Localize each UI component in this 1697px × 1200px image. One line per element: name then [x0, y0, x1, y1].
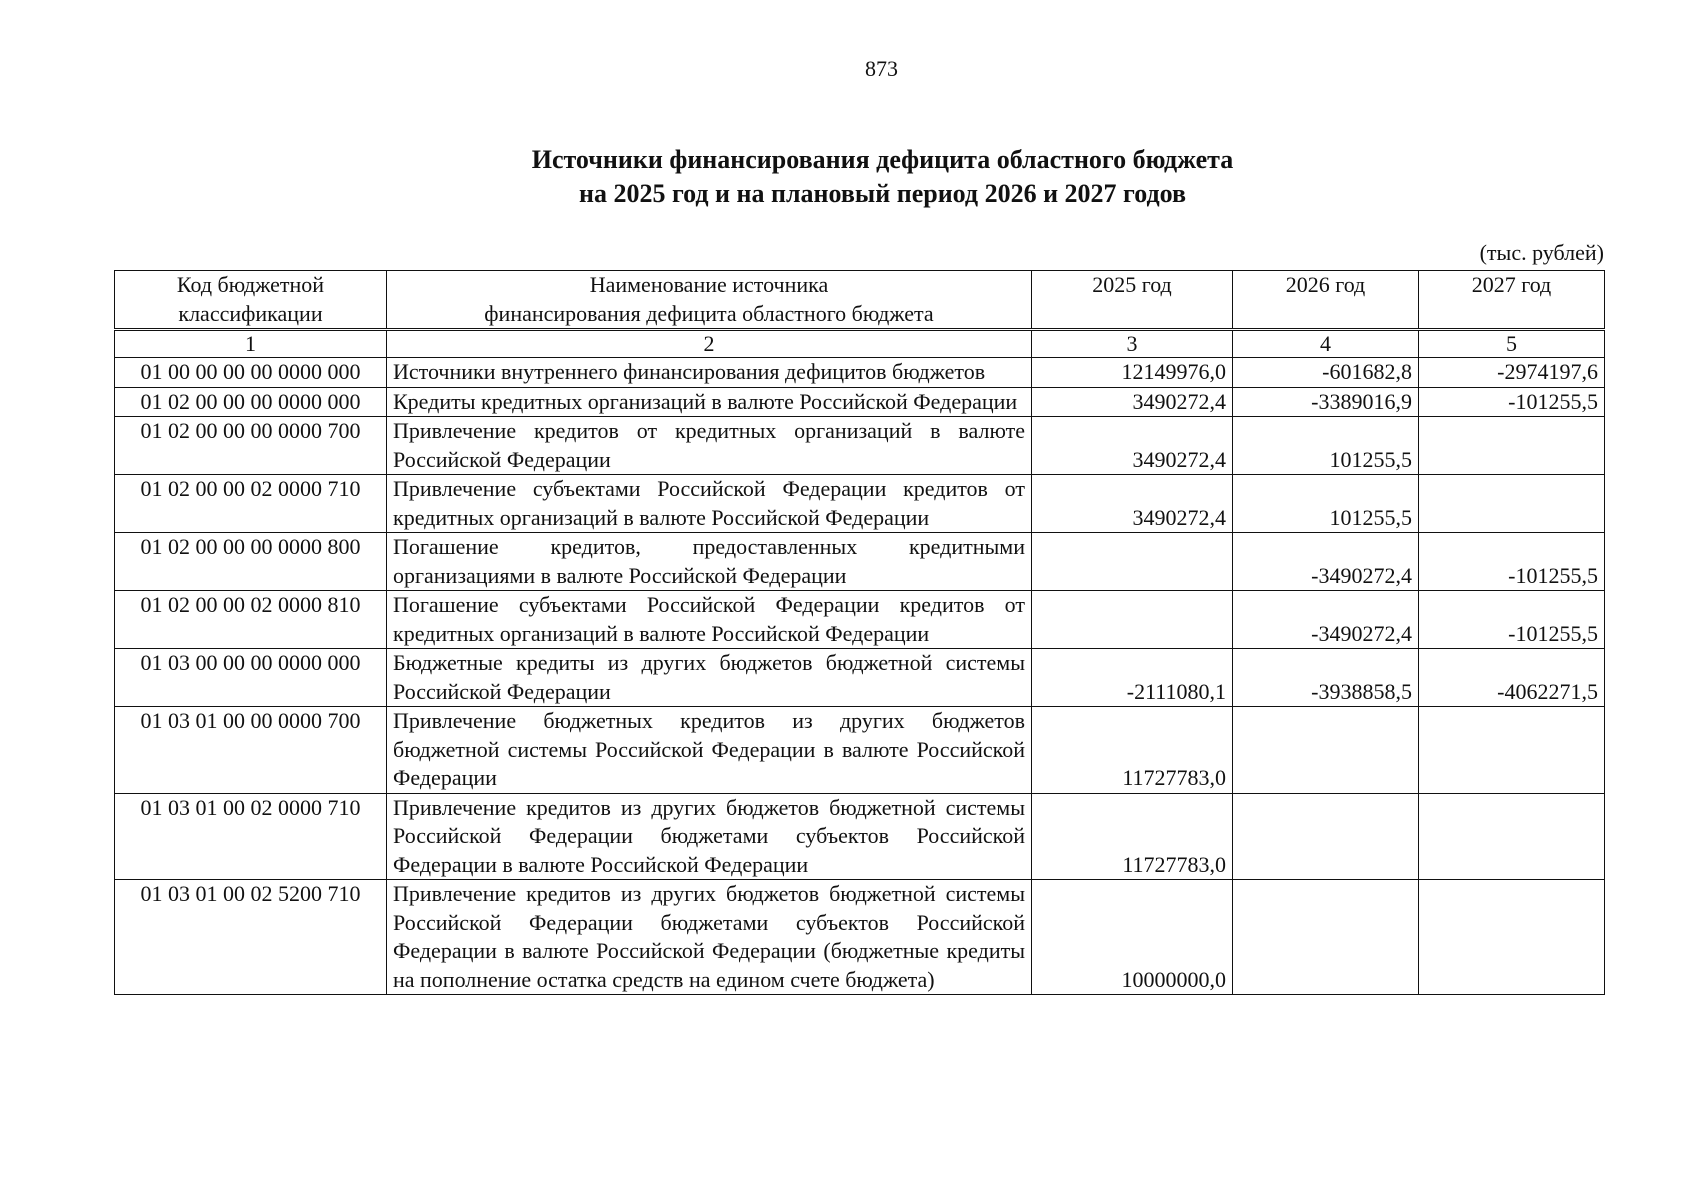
table-row [115, 591, 1605, 649]
value-2026-cell: -601682,8 [1233, 358, 1419, 388]
value-2025-cell: 11727783,0 [1032, 793, 1233, 880]
title-line-2: на 2025 год и на плановый период 2026 и 2027 годов [578, 179, 1187, 208]
header-code-line-2: классификации [178, 300, 323, 326]
value-2026-cell: -3938858,5 [1233, 649, 1419, 707]
header-2026: 2026 год [1233, 271, 1419, 330]
value-2027-cell [1419, 880, 1605, 995]
name-cell: Привлечение кредитов из других бюджетов бюджетной системы Российской Федерации бюджетами субъектов Российской Федерации в валюте Российской Федерации [387, 793, 1032, 880]
value-2027-cell: -2974197,6 [1419, 358, 1605, 388]
value-2025-cell [1032, 591, 1233, 649]
table-row [115, 707, 1605, 794]
value-2025-cell: -2111080,1 [1032, 649, 1233, 707]
code-cell: 01 03 01 00 02 5200 710 [115, 880, 387, 995]
page-number: 873 [865, 56, 898, 81]
value-2027-cell [1419, 475, 1605, 533]
value-2025-cell: 3490272,4 [1032, 417, 1233, 475]
header-code [115, 271, 387, 330]
value-2026-cell [1233, 707, 1419, 794]
table-row [115, 417, 1605, 475]
code-cell: 01 02 00 00 00 0000 000 [115, 387, 387, 417]
name-cell: Бюджетные кредиты из других бюджетов бюджетной системы Российской Федерации [387, 649, 1032, 707]
name-cell: Привлечение субъектами Российской Федерации кредитов от кредитных организаций в валюте Российской Федерации [387, 475, 1032, 533]
column-number-1: 1 [115, 330, 387, 358]
table-header-row [115, 271, 1605, 330]
value-2027-cell: -101255,5 [1419, 387, 1605, 417]
header-code-line-1: Код бюджетной [176, 272, 325, 297]
column-number-4: 4 [1233, 330, 1419, 358]
value-2026-cell: -3490272,4 [1233, 591, 1419, 649]
table-row [115, 475, 1605, 533]
financing-sources-table [114, 270, 1605, 995]
name-cell: Привлечение кредитов от кредитных организаций в валюте Российской Федерации [387, 417, 1032, 475]
header-name-line-2: финансирования дефицита областного бюджета [484, 300, 934, 326]
code-cell: 01 03 01 00 02 0000 710 [115, 793, 387, 880]
value-2025-cell: 12149976,0 [1032, 358, 1233, 388]
value-2027-cell [1419, 707, 1605, 794]
value-2026-cell [1233, 880, 1419, 995]
value-2027-cell [1419, 793, 1605, 880]
name-cell: Привлечение бюджетных кредитов из других бюджетов бюджетной системы Российской Федерации в валюте Российской Федерации [387, 707, 1032, 794]
title-line-1: Источники финансирования дефицита областного бюджета [531, 145, 1234, 174]
value-2027-cell: -4062271,5 [1419, 649, 1605, 707]
value-2026-cell [1233, 793, 1419, 880]
table-row [115, 387, 1605, 417]
value-2026-cell: -3389016,9 [1233, 387, 1419, 417]
column-number-3: 3 [1032, 330, 1233, 358]
table-row [115, 649, 1605, 707]
value-2025-cell: 3490272,4 [1032, 387, 1233, 417]
value-2025-cell: 10000000,0 [1032, 880, 1233, 995]
value-2025-cell: 3490272,4 [1032, 475, 1233, 533]
page-title [0, 143, 1697, 211]
name-cell: Кредиты кредитных организаций в валюте Российской Федерации [387, 387, 1032, 417]
value-2026-cell: 101255,5 [1233, 475, 1419, 533]
value-2027-cell: -101255,5 [1419, 591, 1605, 649]
value-2025-cell: 11727783,0 [1032, 707, 1233, 794]
header-2025: 2025 год [1032, 271, 1233, 330]
code-cell: 01 02 00 00 02 0000 810 [115, 591, 387, 649]
column-number-5: 5 [1419, 330, 1605, 358]
units-label: (тыс. рублей) [1479, 240, 1604, 265]
code-cell: 01 00 00 00 00 0000 000 [115, 358, 387, 388]
name-cell: Привлечение кредитов из других бюджетов бюджетной системы Российской Федерации бюджетами субъектов Российской Федерации в валюте Российской Федерации (бюджетные кредиты на пополнение остатка средств на едином счете бюджета) [387, 880, 1032, 995]
name-cell: Погашение кредитов, предоставленных кредитными организациями в валюте Российской Федерации [387, 533, 1032, 591]
value-2026-cell: -3490272,4 [1233, 533, 1419, 591]
code-cell: 01 02 00 00 02 0000 710 [115, 475, 387, 533]
code-cell: 01 02 00 00 00 0000 800 [115, 533, 387, 591]
name-cell: Источники внутреннего финансирования дефицитов бюджетов [387, 358, 1032, 388]
code-cell: 01 03 01 00 00 0000 700 [115, 707, 387, 794]
table-row [115, 358, 1605, 388]
value-2027-cell [1419, 417, 1605, 475]
name-cell: Погашение субъектами Российской Федерации кредитов от кредитных организаций в валюте Российской Федерации [387, 591, 1032, 649]
table-row [115, 793, 1605, 880]
column-number-2: 2 [387, 330, 1032, 358]
table-row [115, 880, 1605, 995]
header-name-line-1: Наименование источника [589, 272, 829, 297]
value-2026-cell: 101255,5 [1233, 417, 1419, 475]
header-name [387, 271, 1032, 330]
code-cell: 01 03 00 00 00 0000 000 [115, 649, 387, 707]
table-row [115, 533, 1605, 591]
header-2027: 2027 год [1419, 271, 1605, 330]
value-2027-cell: -101255,5 [1419, 533, 1605, 591]
code-cell: 01 02 00 00 00 0000 700 [115, 417, 387, 475]
column-number-row [115, 330, 1605, 358]
value-2025-cell [1032, 533, 1233, 591]
